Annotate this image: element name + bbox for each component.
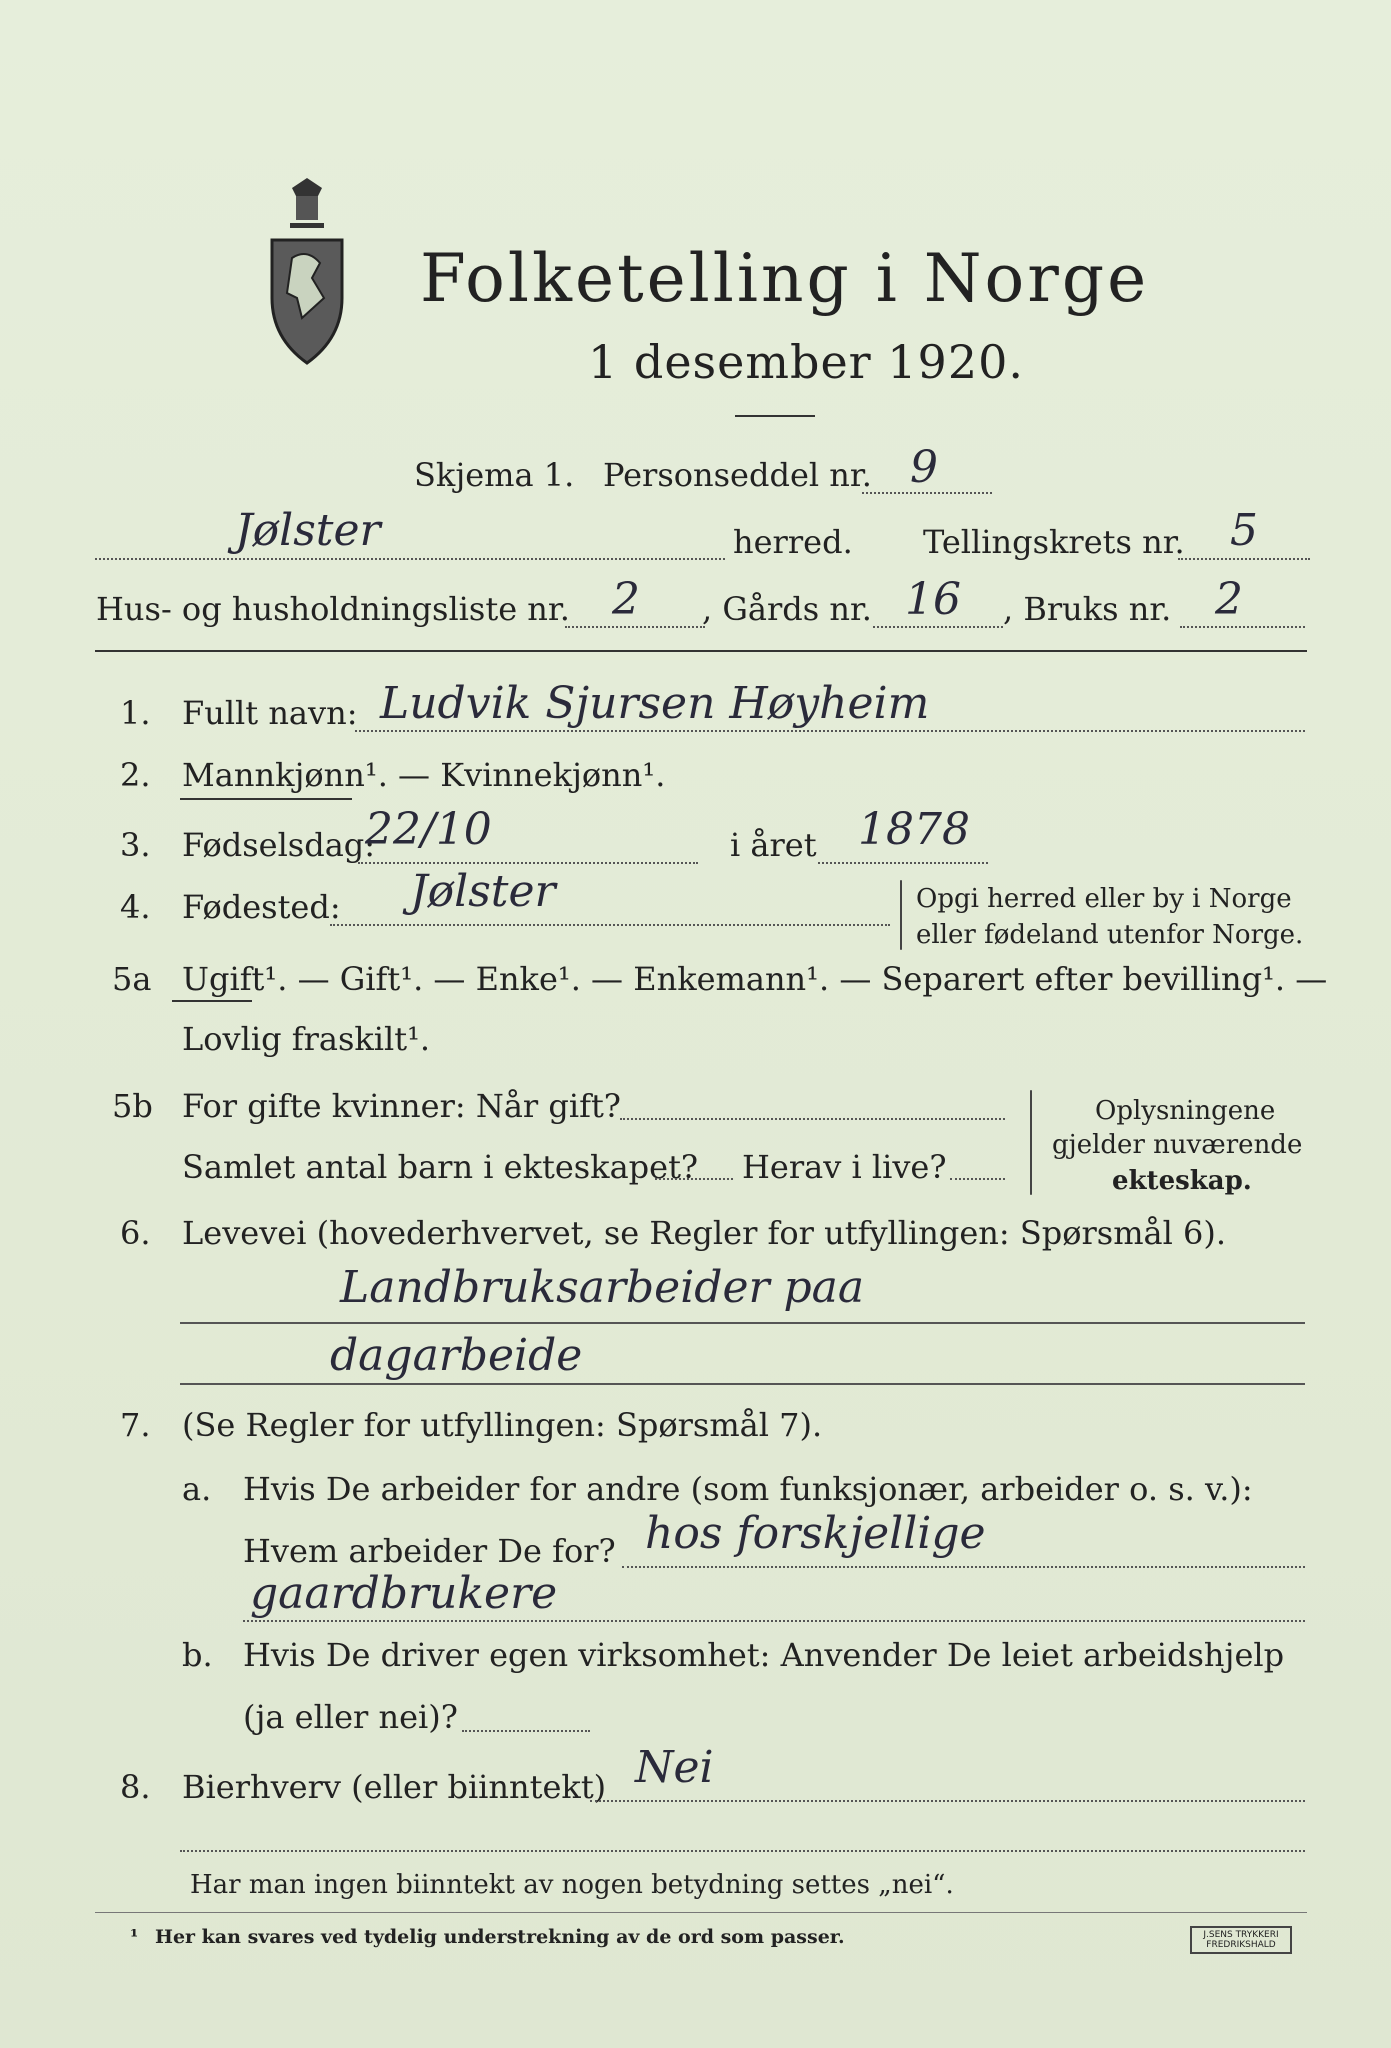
bruks-value: 2 — [1215, 574, 1243, 625]
q1-label: Fullt navn: — [182, 694, 358, 732]
q8-value: Nei — [635, 1742, 714, 1793]
q8-label: Bierhverv (eller biinntekt) — [182, 1768, 607, 1806]
q7a-value-1: hos forskjellige — [645, 1508, 986, 1559]
q5b-label: For gifte kvinner: Når gift? — [182, 1087, 621, 1125]
q3-number: 3. — [120, 826, 151, 864]
husliste-label: Hus- og husholdningsliste nr. — [96, 590, 570, 628]
q1-value: Ludvik Sjursen Høyheim — [380, 678, 930, 729]
q4-note-1: Opgi herred eller by i Norge — [916, 884, 1292, 914]
census-date: 1 desember 1920. — [588, 335, 1024, 389]
footnote-marker: ¹ — [130, 1926, 139, 1948]
q4-number: 4. — [120, 888, 151, 926]
q2-number: 2. — [120, 756, 151, 794]
q5b-note-3: ekteskap. — [1112, 1166, 1252, 1196]
q4-note-2: eller fødeland utenfor Norge. — [916, 920, 1304, 950]
gards-value: 16 — [905, 574, 961, 625]
q7b-number: b. — [182, 1636, 213, 1674]
personseddel-label: Personseddel nr. — [603, 456, 872, 494]
q6-label: Levevei (hovederhvervet, se Regler for utfyllingen: Spørsmål 6). — [182, 1214, 1227, 1252]
q7b-label-2: (ja eller nei)? — [243, 1698, 458, 1736]
q7-label: (Se Regler for utfyllingen: Spørsmål 7). — [182, 1406, 823, 1444]
q5b-number: 5b — [112, 1087, 153, 1125]
q6-value-2: dagarbeide — [330, 1330, 583, 1381]
husliste-value: 2 — [612, 574, 640, 625]
form-title: Folketelling i Norge — [420, 240, 1150, 317]
q5b-note-1: Oplysningene — [1095, 1096, 1276, 1126]
q6-number: 6. — [120, 1214, 151, 1252]
skjema-label: Skjema 1. — [414, 456, 575, 494]
q4-value: Jølster — [410, 866, 556, 917]
printer-stamp: J.SENS TRYKKERI FREDRIKSHALD — [1190, 1926, 1292, 1954]
footnote-text: Her kan svares ved tydelig understrekning av de ord som passer. — [155, 1926, 845, 1948]
title-divider — [735, 415, 815, 417]
q4-label: Fødested: — [182, 888, 341, 926]
q7-number: 7. — [120, 1406, 151, 1444]
norway-coat-of-arms-icon — [262, 178, 352, 368]
mannkjonn-underline — [180, 798, 352, 800]
q5b-label-3: Herav i live? — [742, 1148, 947, 1186]
q3-year-value: 1878 — [858, 804, 970, 855]
herred-value: Jølster — [235, 505, 381, 556]
q5b-note-2: gjelder nuværende — [1052, 1130, 1303, 1160]
tellingskrets-label: Tellingskrets nr. — [923, 523, 1185, 561]
q5a-label: Ugift¹. — Gift¹. — Enke¹. — Enkemann¹. — Separert efter bevilling¹. — — [182, 960, 1328, 998]
q5a-number: 5a — [112, 960, 152, 998]
q3-label: Fødselsdag: — [182, 826, 376, 864]
footer-note: Har man ingen biinntekt av nogen betydning settes „nei“. — [190, 1870, 954, 1900]
q3-value: 22/10 — [365, 804, 492, 855]
ugift-underline — [172, 1000, 252, 1002]
q7b-label: Hvis De driver egen virksomhet: Anvender De leiet arbeidshjelp — [243, 1636, 1285, 1674]
q7a-value-2: gaardbrukere — [250, 1568, 558, 1619]
gards-label: , Gårds nr. — [702, 590, 872, 628]
q7a-number: a. — [182, 1470, 212, 1508]
q5a-label-2: Lovlig fraskilt¹. — [182, 1020, 431, 1058]
bruks-label: , Bruks nr. — [1003, 590, 1172, 628]
q2-label: Mannkjønn¹. — Kvinnekjønn¹. — [182, 756, 666, 794]
q5b-label-2: Samlet antal barn i ekteskapet? — [182, 1148, 699, 1186]
personseddel-value: 9 — [910, 442, 938, 493]
q6-value-1: Landbruksarbeider paa — [340, 1262, 865, 1313]
q7a-label-2: Hvem arbeider De for? — [243, 1532, 616, 1570]
q1-number: 1. — [120, 694, 151, 732]
q7a-label: Hvis De arbeider for andre (som funksjonær, arbeider o. s. v.): — [243, 1470, 1253, 1508]
q8-number: 8. — [120, 1768, 151, 1806]
header-rule — [95, 650, 1307, 652]
tellingskrets-value: 5 — [1230, 505, 1258, 556]
herred-label: herred. — [733, 523, 853, 561]
q3-year-label: i året — [730, 826, 817, 864]
